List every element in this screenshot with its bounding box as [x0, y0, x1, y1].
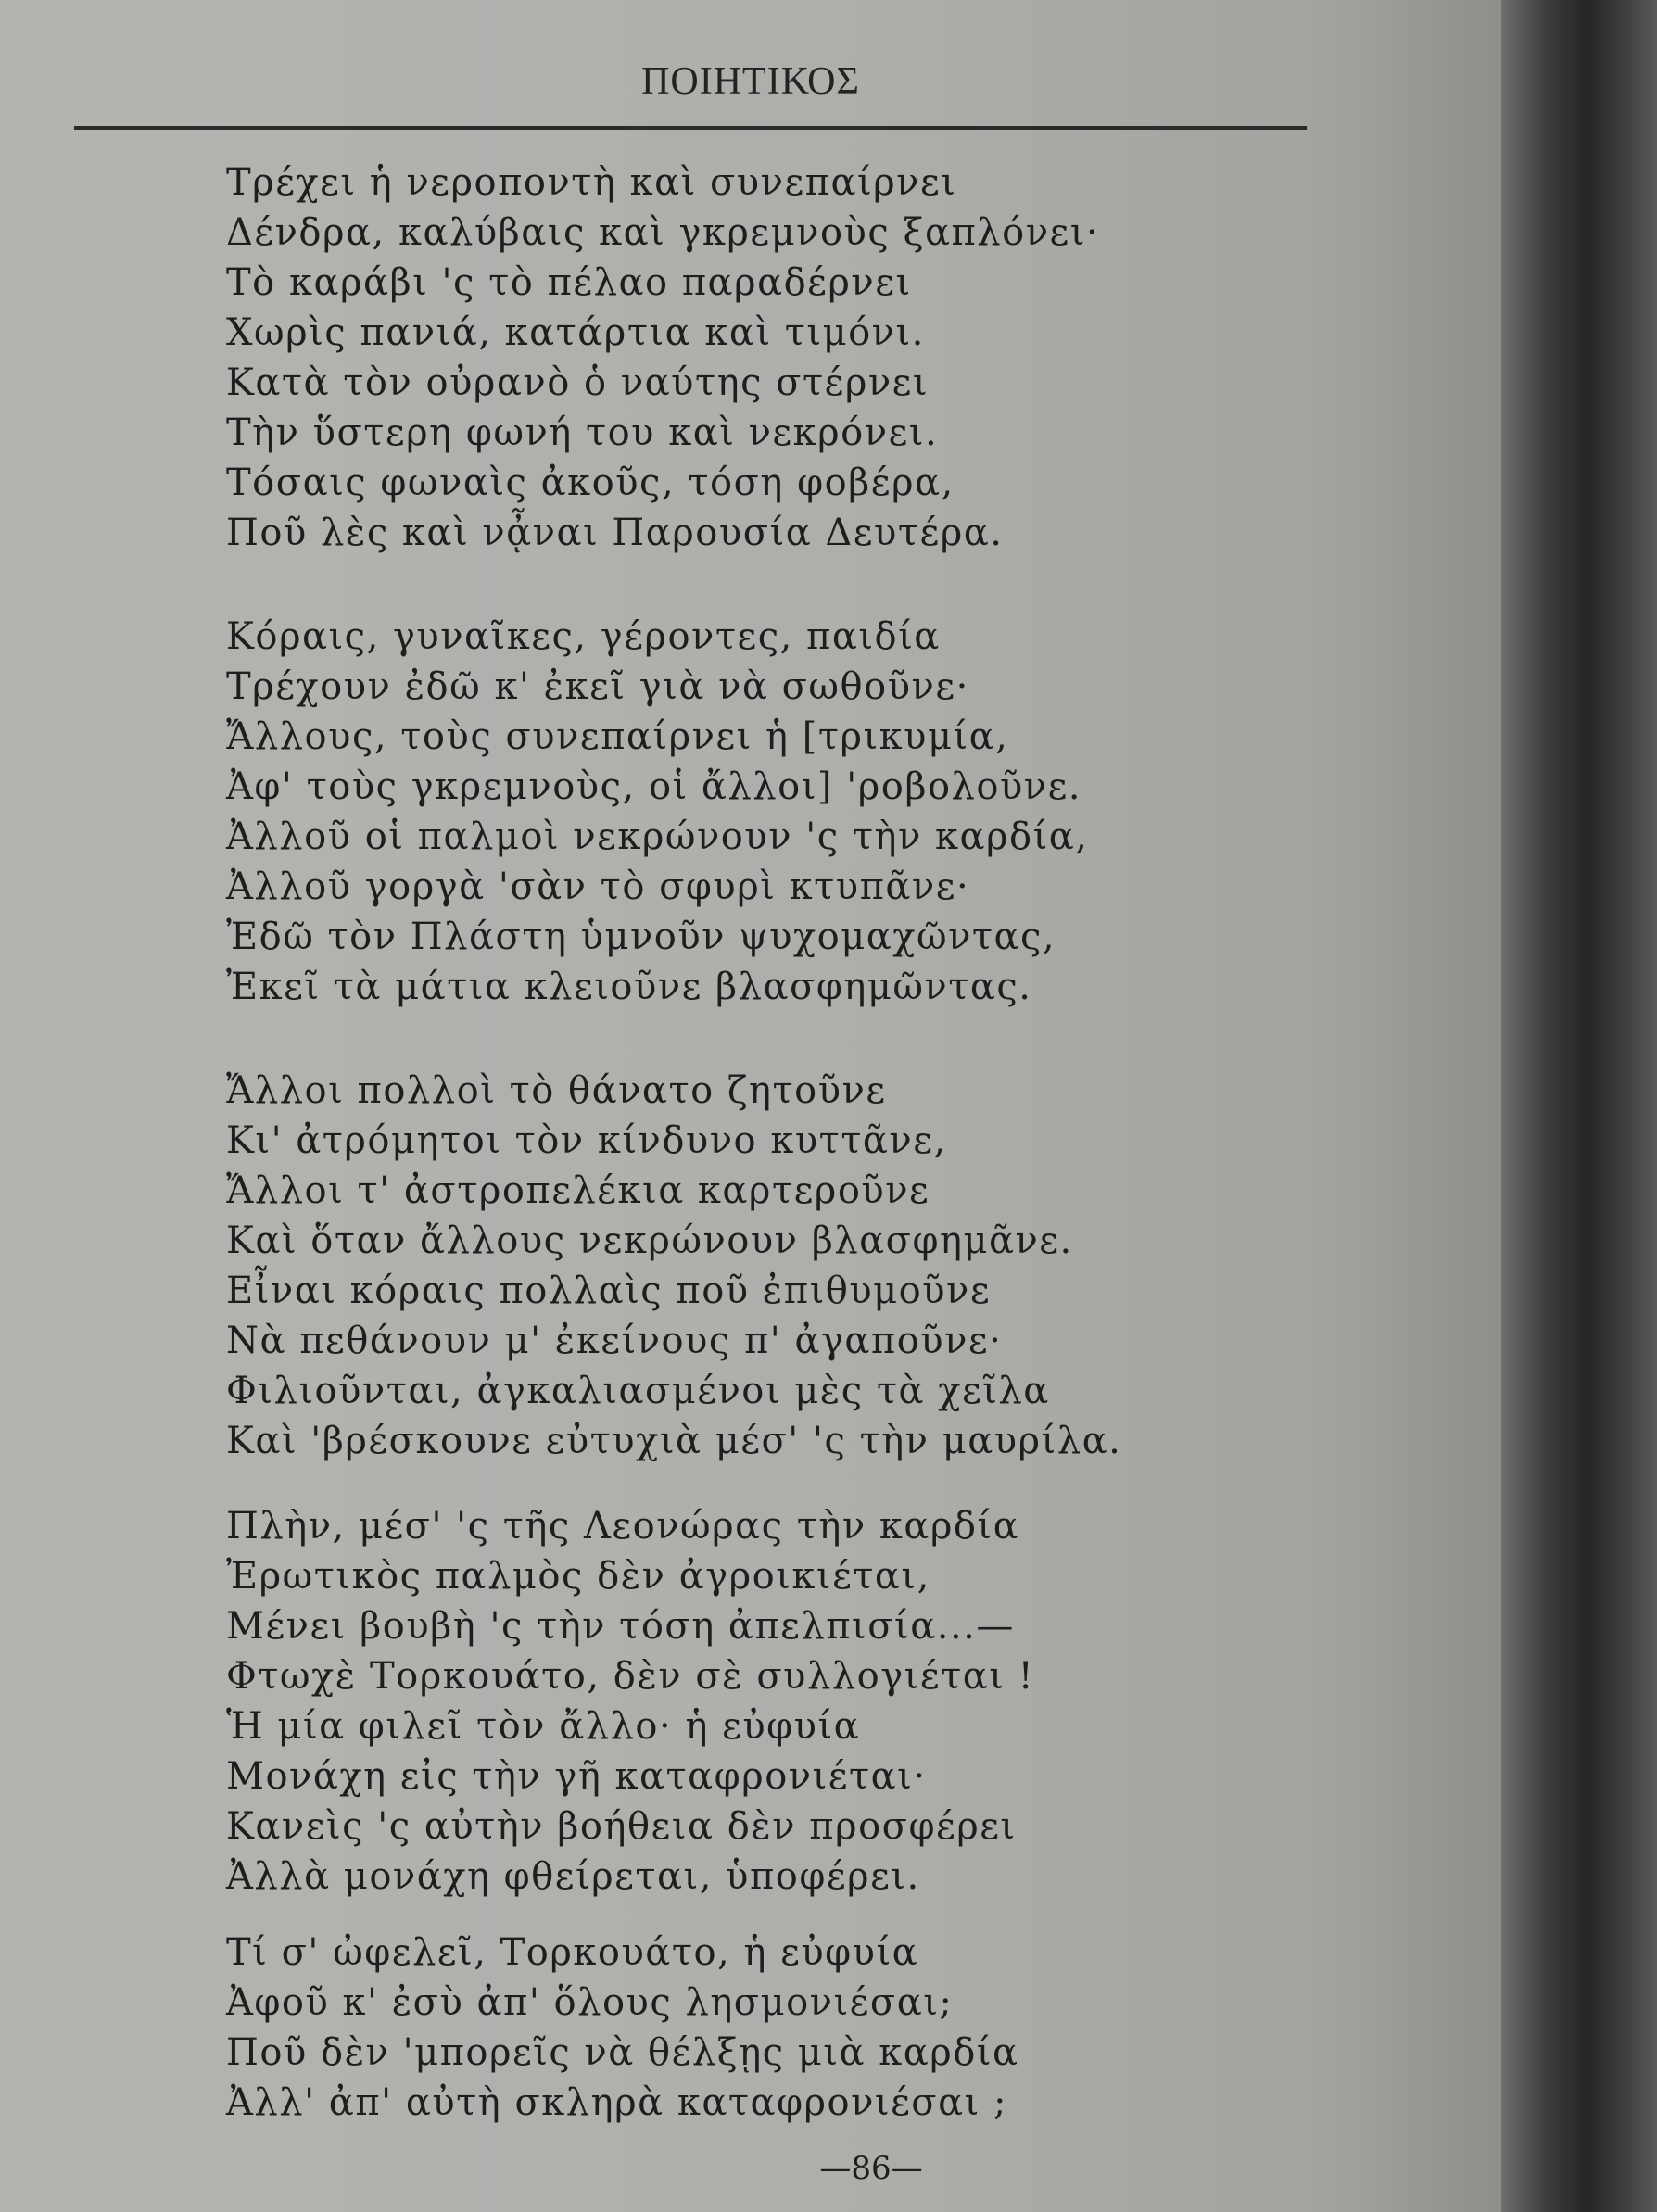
- verse-line: Τρέχουν ἐδῶ κ' ἐκεῖ γιὰ νὰ σωθοῦνε·: [226, 665, 969, 708]
- verse-line: Δένδρα, καλύβαις καὶ γκρεμνοὺς ξαπλόνει·: [226, 211, 1100, 254]
- verse-line: Καὶ ὅταν ἄλλους νεκρώνουν βλασφημᾶνε.: [226, 1220, 1073, 1262]
- verse-line: Ἡ μία φιλεῖ τὸν ἄλλο· ἡ εὐφυία: [226, 1705, 861, 1748]
- verse-line: Ποῦ λὲς καὶ νᾆναι Παρουσία Δευτέρα.: [226, 512, 1004, 554]
- running-header: ΠΟΙΗΤΙΚΟΣ: [641, 60, 860, 103]
- stanza-5: [226, 1928, 1338, 2128]
- verse-line: Εἶναι κόραις πολλαὶς ποῦ ἐπιθυμοῦνε: [226, 1270, 992, 1312]
- verse-line: Τί σ' ὠφελεῖ, Τορκουάτο, ἡ εὐφυία: [226, 1931, 919, 1974]
- verse-line: Κανεὶς 'ς αὐτὴν βοήθεια δὲν προσφέρει: [226, 1805, 1017, 1848]
- book-gutter: [1501, 0, 1657, 2212]
- verse-line: Ἀλλ' ἀπ' αὐτὴ σκληρὰ καταφρονιέσαι ;: [226, 2081, 1007, 2124]
- verse-line: Ποῦ δὲν 'μπορεῖς νὰ θέλξῃς μιὰ καρδία: [226, 2031, 1019, 2074]
- verse-line: Ἐρωτικὸς παλμὸς δὲν ἀγροικιέται,: [226, 1555, 930, 1598]
- verse-line: Ἀλλὰ μονάχη φθείρεται, ὑποφέρει.: [226, 1855, 920, 1898]
- verse-line: Τρέχει ἡ νεροποντὴ καὶ συνεπαίρνει: [226, 161, 957, 204]
- stanza-1: [226, 158, 1338, 558]
- page-number: —86—: [819, 2150, 923, 2187]
- stanza-3: [226, 1066, 1338, 1466]
- verse-line: Τὴν ὕστερη φωνή του καὶ νεκρόνει.: [226, 411, 939, 454]
- verse-line: Ἐδῶ τὸν Πλάστη ὑμνοῦν ψυχομαχῶντας,: [226, 916, 1056, 958]
- verse-line: Ἀλλοῦ οἱ παλμοὶ νεκρώνουν 'ς τὴν καρδία,: [226, 815, 1089, 858]
- verse-line: Πλὴν, μέσ' 'ς τῆς Λεονώρας τὴν καρδία: [226, 1505, 1020, 1548]
- verse-line: Μονάχη εἰς τὴν γῆ καταφρονιέται·: [226, 1755, 927, 1798]
- verse-line: Κατὰ τὸν οὐρανὸ ὁ ναύτης στέρνει: [226, 361, 930, 404]
- verse-line: Τόσαις φωναὶς ἀκοῦς, τόση φοβέρα,: [226, 461, 955, 504]
- verse-line: Ἄλλους, τοὺς συνεπαίρνει ἡ [τρικυμία,: [226, 715, 1009, 758]
- header-rule: [74, 126, 1307, 130]
- verse-line: Φτωχὲ Τορκουάτο, δὲν σὲ συλλογιέται !: [226, 1655, 1035, 1698]
- verse-line: Ἄλλοι πολλοὶ τὸ θάνατο ζητοῦνε: [226, 1069, 887, 1112]
- verse-line: Ἀλλοῦ γοργὰ 'σὰν τὸ σφυρὶ κτυπᾶνε·: [226, 866, 970, 908]
- verse-line: Ἀφ' τοὺς γκρεμνοὺς, οἱ ἄλλοι] 'ροβολοῦνε.: [226, 765, 1082, 808]
- stanza-2: [226, 612, 1338, 1012]
- verse-line: Νὰ πεθάνουν μ' ἐκείνους π' ἀγαποῦνε·: [226, 1320, 1003, 1362]
- verse-line: Χωρὶς πανιά, κατάρτια καὶ τιμόνι.: [226, 311, 925, 354]
- verse-line: Ἀφοῦ κ' ἐσὺ ἀπ' ὅλους λησμονιέσαι;: [226, 1981, 954, 2024]
- verse-line: Κι' ἀτρόμητοι τὸν κίνδυνο κυττᾶνε,: [226, 1119, 947, 1162]
- stanza-4: [226, 1501, 1338, 1902]
- verse-line: Φιλιοῦνται, ἀγκαλιασμένοι μὲς τὰ χεῖλα: [226, 1370, 1050, 1412]
- verse-line: Κόραις, γυναῖκες, γέροντες, παιδία: [226, 615, 941, 658]
- verse-line: Καὶ 'βρέσκουνε εὐτυχιὰ μέσ' 'ς τὴν μαυρίλα.: [226, 1420, 1122, 1462]
- verse-line: Ἄλλοι τ' ἀστροπελέκια καρτεροῦνε: [226, 1169, 930, 1212]
- verse-line: Τὸ καράβι 'ς τὸ πέλαο παραδέρνει: [226, 261, 912, 304]
- verse-line: Μένει βουβὴ 'ς τὴν τόση ἀπελπισία...—: [226, 1605, 1015, 1648]
- verse-line: Ἐκεῖ τὰ μάτια κλειοῦνε βλασφημῶντας.: [226, 966, 1032, 1008]
